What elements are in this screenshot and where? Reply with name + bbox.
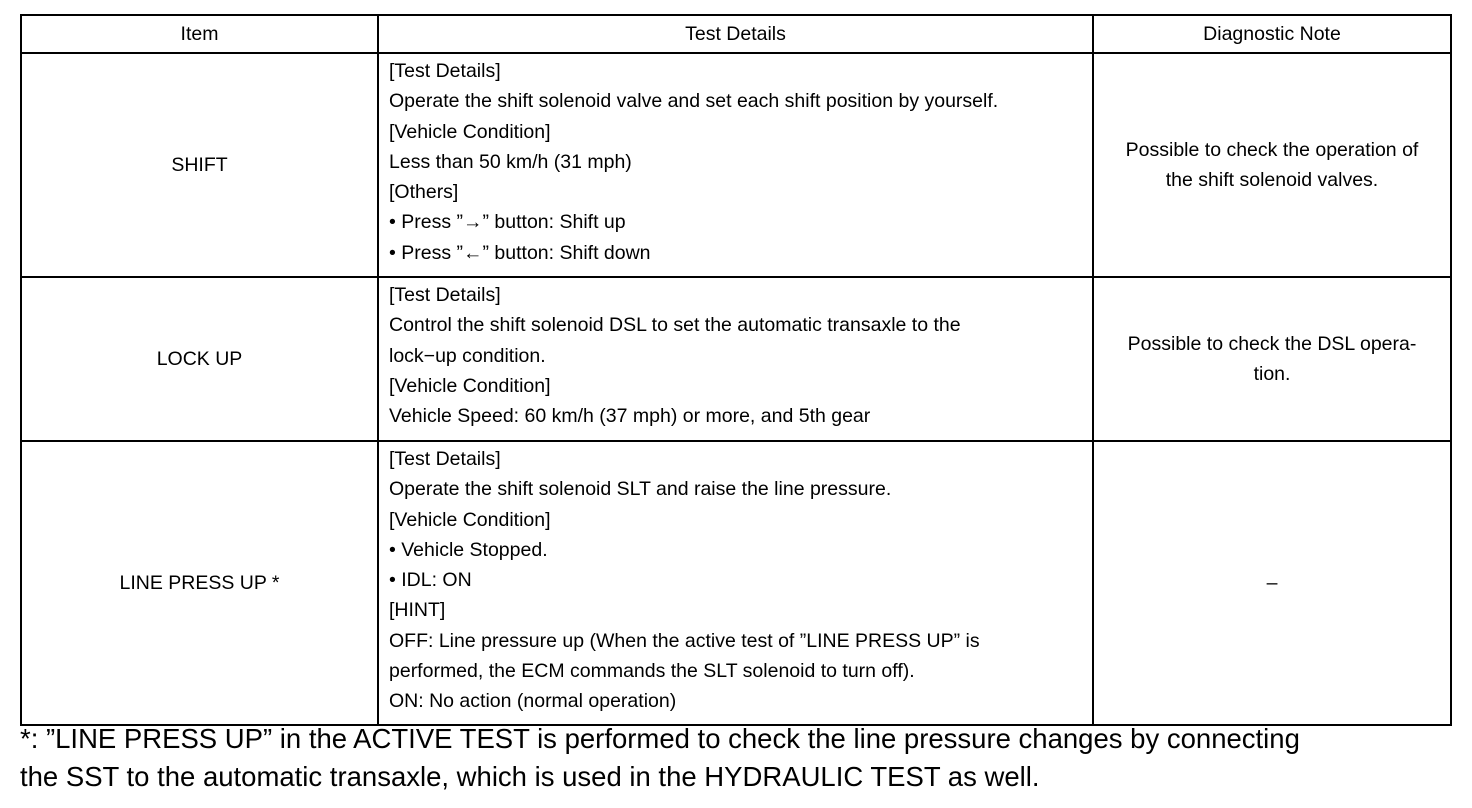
test-details-cell (378, 53, 1093, 277)
details-line: [HINT] (389, 599, 446, 622)
details-line: • Vehicle Stopped. (389, 538, 548, 561)
details-line: performed, the ECM commands the SLT solenoid to turn off). (389, 660, 915, 683)
details-line: • IDL: ON (389, 569, 472, 592)
test-details-cell (378, 277, 1093, 441)
header-item: Item (21, 15, 378, 53)
details-line: lock−up condition. (389, 344, 546, 367)
details-line: [Others] (389, 181, 459, 204)
details-line: [Vehicle Condition] (389, 120, 551, 143)
header-diagnostic-note: Diagnostic Note (1093, 15, 1451, 53)
item-cell: SHIFT (21, 53, 378, 277)
details-line: [Vehicle Condition] (389, 374, 551, 397)
diagnostic-note-cell (1093, 53, 1451, 277)
diagnostic-note-text: – (1266, 571, 1278, 594)
diagnostic-note-cell (1093, 277, 1451, 441)
diagnostic-note-cell (1093, 441, 1451, 725)
details-line: • Press ”←” button: Shift down (389, 241, 651, 264)
details-line: [Test Details] (389, 284, 501, 306)
details-line: • Press ”→” button: Shift up (389, 211, 626, 234)
details-line: [Test Details] (389, 60, 501, 82)
active-test-table (20, 14, 1452, 726)
details-line: Operate the shift solenoid SLT and raise the line pressure. (389, 478, 892, 501)
details-line: OFF: Line pressure up (When the active test of ”LINE PRESS UP” is (389, 629, 980, 652)
table-row (21, 277, 1451, 441)
details-line: [Vehicle Condition] (389, 508, 551, 531)
diagnostic-note-text: Possible to check the operation of the shift solenoid valves. (1125, 138, 1419, 191)
details-line: Control the shift solenoid DSL to set the automatic transaxle to the (389, 314, 961, 337)
table-header-row (21, 15, 1451, 53)
footnote: *: ”LINE PRESS UP” in the ACTIVE TEST is performed to check the line pressure changes by connecting the SST to the automatic transaxle, which is used in the HYDRAULIC TEST as well. (20, 723, 1300, 792)
item-cell: LINE PRESS UP * (21, 441, 378, 725)
table-row (21, 53, 1451, 277)
details-line: Vehicle Speed: 60 km/h (37 mph) or more, and 5th gear (389, 405, 871, 428)
details-line: ON: No action (normal operation) (389, 690, 677, 713)
details-line: Less than 50 km/h (31 mph) (389, 150, 632, 173)
details-line: Operate the shift solenoid valve and set each shift position by yourself. (389, 90, 999, 113)
header-test-details: Test Details (378, 15, 1093, 53)
item-cell: LOCK UP (21, 277, 378, 441)
test-details-cell (378, 441, 1093, 725)
diagnostic-note-text: Possible to check the DSL opera- tion. (1127, 332, 1417, 385)
details-line: [Test Details] (389, 448, 501, 470)
table-row (21, 441, 1451, 725)
